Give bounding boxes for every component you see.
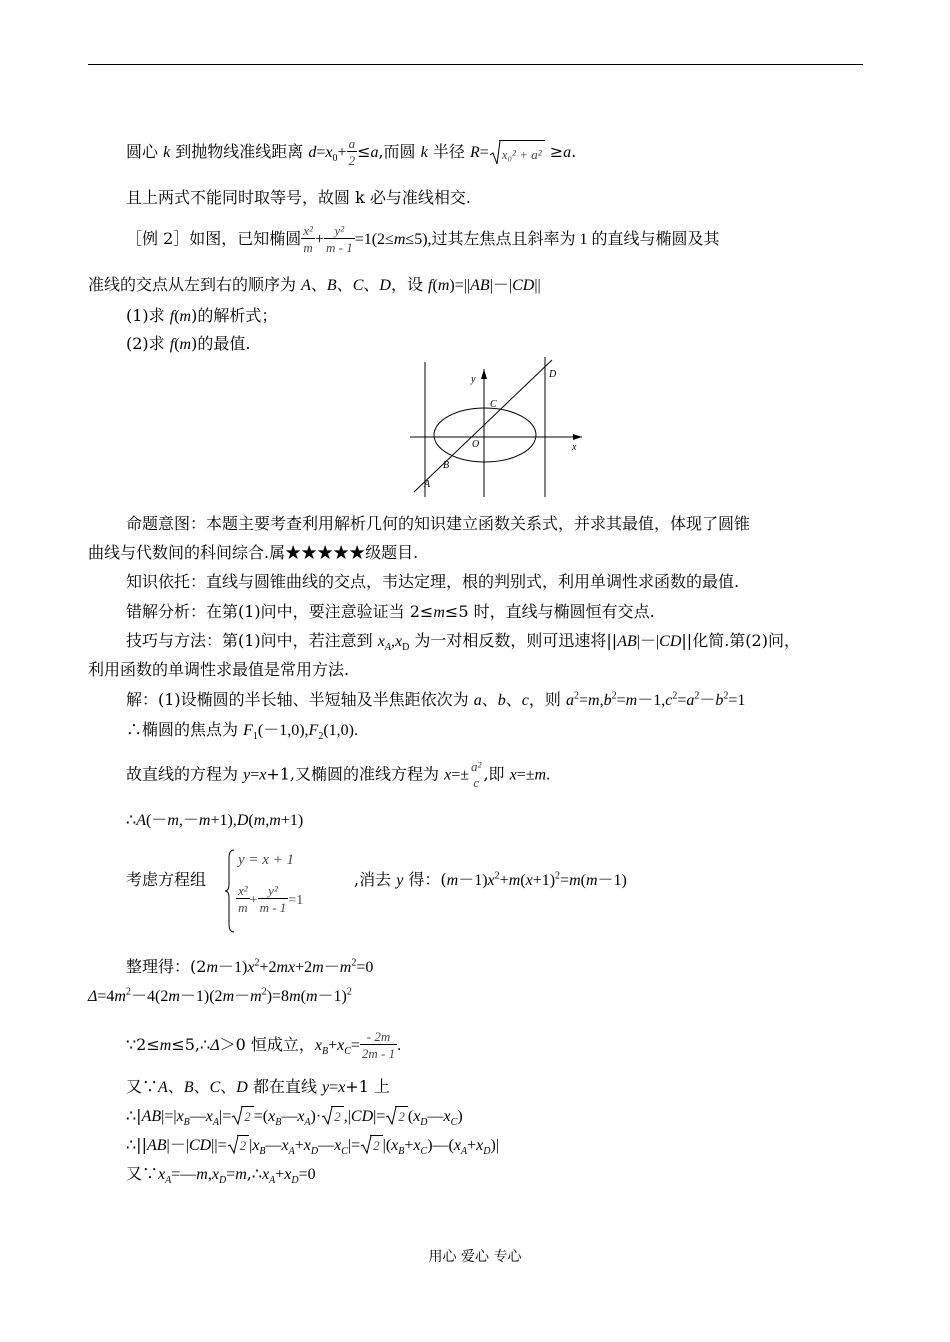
point-c-label: C [490, 399, 497, 410]
fraction: $\frac{a}{2}$ [348, 136, 356, 168]
page-footer: 用心 爱心 专心 [428, 1249, 522, 1265]
ellipse-figure [410, 355, 590, 500]
x-label: x [572, 442, 577, 453]
system-row-1: y = x + 1 [238, 852, 295, 868]
point-a-label: A [424, 479, 431, 490]
text-line: ∴A(－m,－m+1),D(m,m+1) [126, 810, 304, 829]
sqrt-expression: 2 [231, 1106, 254, 1127]
y-axis-arrow [481, 369, 487, 379]
question-2: (2)求 f(m)的最值. [126, 334, 251, 353]
text-line: 错解分析：在第(1)问中，要注意验证当 2≤m≤5 时，直线与椭圆恒有交点. [126, 602, 655, 621]
origin-label: O [472, 439, 480, 450]
fraction: $\frac{\text{y²}}{m - 1}$ [325, 223, 353, 255]
point-d-label: D [549, 369, 557, 380]
text-line: 考虑方程组 [126, 870, 207, 889]
fraction: $\frac{\text{x²}}{m}$ [303, 223, 313, 255]
text-line: 故直线的方程为 y=x+1,又椭圆的准线方程为 x=± a² c ,即 x=±m. [126, 759, 551, 790]
text-line: 又$\because x_A=—m,x_D=m,\therefore x_A+x_D=0$ [126, 1164, 316, 1187]
brace-icon [224, 848, 236, 934]
text-line: 命题意图：本题主要考查利用解析几何的知识建立函数关系式，并求其最值，体现了圆锥 [126, 514, 751, 533]
text-line: 技巧与方法：第(1)问中，若注意到 $x_A,x_D$ 为一对相反数，则可迅速将||AB|－|CD||化简.第(2)问， [126, 631, 800, 654]
text-line: ,消去 y 得：$(m-1)x^2+m(x+1)^2=m(m-1)$ [354, 870, 627, 889]
question-1: (1)求 f(m)的解析式； [126, 306, 278, 325]
text-line: 解：(1)设椭圆的半长轴、半短轴及半焦距依次为 a、b、c，则 $a^2=m,b^2=m-1,c^2=a^2-b^2=1$ [126, 690, 746, 709]
text-line: 利用函数的单调性求最值是常用方法. [88, 660, 350, 679]
text-line: ∵2≤m≤5,∴Δ＞0 恒成立，$x_B+x_C=$ $\frac{- 2m}{2m - 1}$ . [126, 1029, 402, 1061]
sqrt-expression: x₀² + a² [489, 140, 545, 165]
text-line: ∴椭圆的焦点为 $F_1(-1,0),F_2(1,0)$. [126, 720, 358, 743]
text-line: 准线的交点从左到右的顺序为 A、B、C、D，设 f(m)=||AB|－|CD|| [88, 275, 541, 294]
sqrt-expression: 2 [360, 1135, 383, 1156]
text-line: ∴||AB|－|CD||= 2 $|x_B—x_A+x_D—x_C|=$ 2 $|(x_B+x_C)—(x_A+x_D)|$ [126, 1135, 499, 1158]
ellipse [434, 408, 536, 462]
text-line: 曲线与代数间的科间综合.属★★★★★级题目. [88, 543, 419, 562]
text-line: 且上两式不能同时取等号，故圆 k 必与准线相交. [126, 188, 471, 207]
text-line: 知识依托：直线与圆锥曲线的交点，韦达定理，根的判别式，利用单调性求函数的最值. [126, 572, 740, 591]
header-rule [88, 64, 863, 65]
line-through-focus [414, 360, 552, 492]
fraction: $\frac{- 2m}{2m - 1}$ [361, 1029, 396, 1061]
x-axis-arrow [573, 434, 582, 440]
text-line: 整理得：$(2m-1)x^2+2mx+2m-m^2=0$ [126, 957, 374, 976]
fraction: a² c [471, 759, 482, 790]
fraction: $\frac{\text{x²}}{m}$ [238, 883, 248, 915]
fraction: $\frac{\text{y²}}{m - 1}$ [259, 883, 287, 915]
text-line: 圆心 k 到抛物线准线距离 $d=x_0+$ $\frac{a}{2}$ ≤a,而圆 k 半径 R= x₀² + a² ≥a. [126, 136, 577, 168]
sqrt-expression: 2 [321, 1106, 344, 1127]
point-b-label: B [443, 460, 450, 471]
text-line: 又∵A、B、C、D 都在直线 y=x+1 上 [126, 1077, 390, 1096]
text-line: $\Delta=4m^2-4(2m-1)(2m-m^2)=8m(m-1)^2$ [88, 986, 352, 1005]
sqrt-expression: 2 [385, 1106, 408, 1127]
y-label: y [471, 374, 476, 385]
system-row-2: $\frac{\text{x²}}{m}$ + $\frac{\text{y²}}{m - 1}$ =1 [238, 883, 304, 915]
example-heading: ［例 2］如图，已知椭圆 $\frac{\text{x²}}{m}$ + $\frac{\text{y²}}{m - 1}$ =1(2≤m≤5),过其左焦点且斜率为 1 的直线与椭圆及其 [126, 223, 720, 255]
text-line: $\therefore|AB|=|x_B—x_A|=$ $2 =(x_B—x_A)\cdot$ 2 ,|CD|= 2 $(x_D—x_C)$ [126, 1106, 463, 1129]
sqrt-expression: 2 [227, 1135, 250, 1156]
